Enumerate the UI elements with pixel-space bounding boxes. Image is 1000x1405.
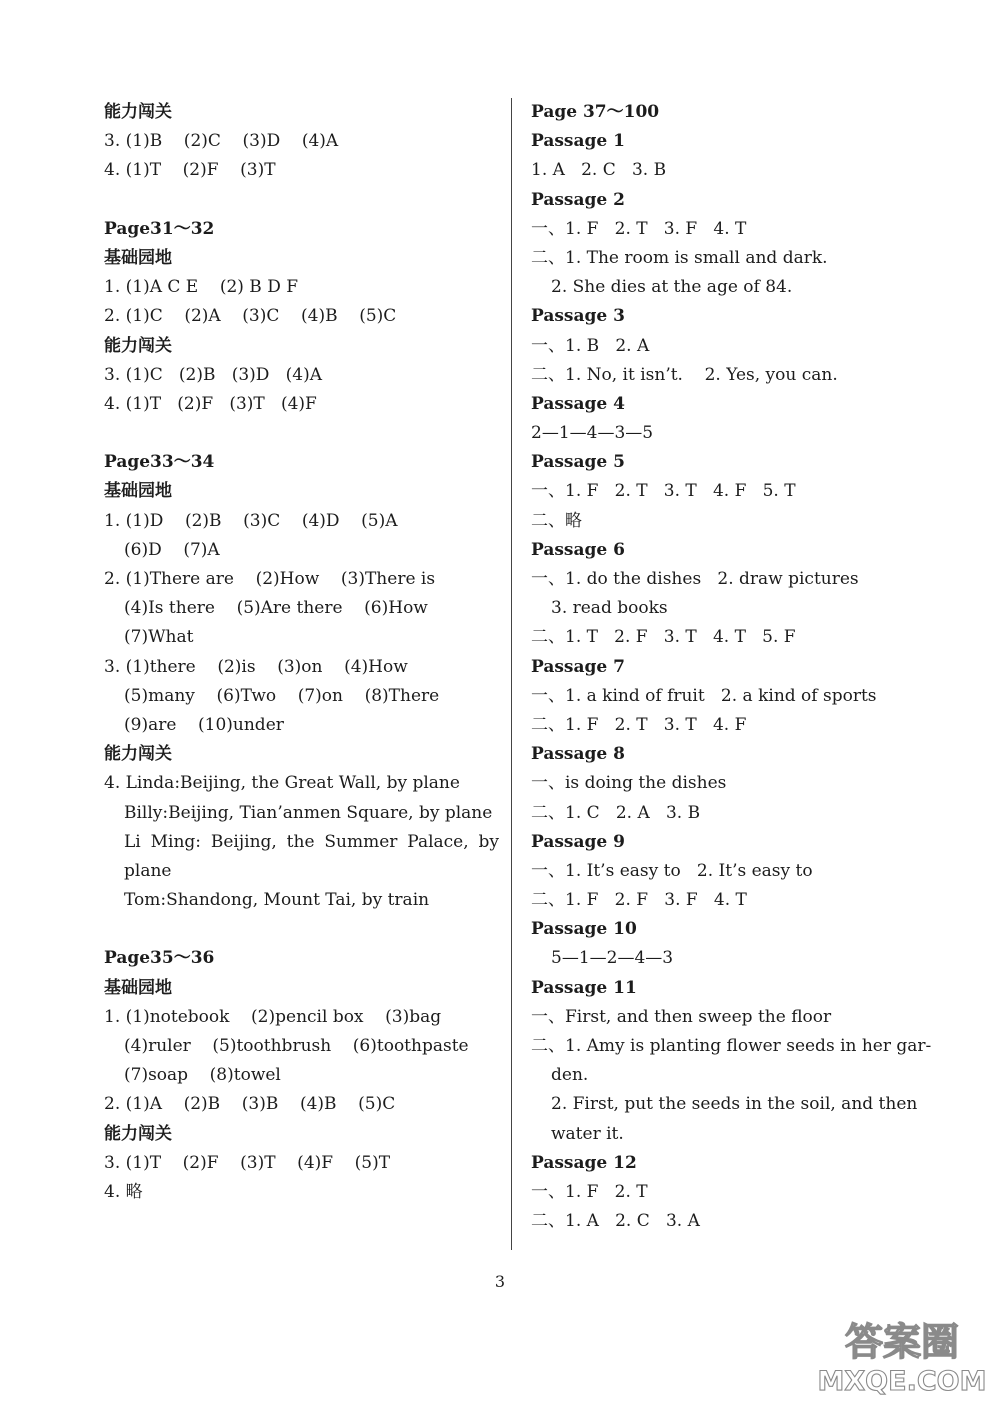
answer-line: 二、1. F 2. F 3. F 4. T	[531, 890, 747, 911]
answer-line: (5)many (6)Two (7)on (8)There	[124, 685, 440, 706]
answer-line: (7)soap (8)towel	[124, 1065, 281, 1086]
answer-line: den.	[551, 1065, 589, 1086]
answer-line: 4. Linda:Beijing, the Great Wall, by plane	[104, 773, 460, 794]
answer-line: (9)are (10)under	[124, 714, 284, 735]
spacer	[104, 915, 499, 944]
answer-line: 一、1. F 2. T 3. F 4. T	[531, 218, 747, 239]
answer-line: Tom:Shandong, Mount Tai, by train	[124, 890, 430, 911]
answer-line: 一、1. It’s easy to 2. It’s easy to	[531, 860, 813, 881]
answer-line: 二、1. A 2. C 3. A	[531, 1211, 700, 1232]
answer-line: water it.	[551, 1123, 624, 1144]
answer-line: 二、1. The room is small and dark.	[531, 247, 828, 268]
passage-heading: Passage 7	[531, 656, 625, 677]
page-range-heading: Page33～34	[104, 452, 215, 473]
passage-heading: Passage 11	[531, 977, 637, 998]
answer-line: 2. (1)C (2)A (3)C (4)B (5)C	[104, 306, 397, 327]
answer-line: 4. 略	[104, 1181, 143, 1202]
answer-line: 二、1. C 2. A 3. B	[531, 802, 701, 823]
answer-line: 5—1—2—4—3	[551, 948, 674, 969]
answer-line: 4. (1)T (2)F (3)T (4)F	[104, 393, 317, 414]
answer-line: (7)What	[124, 627, 194, 648]
answer-line: Billy:Beijing, Tian’anmen Square, by plane	[124, 802, 493, 823]
page-range-heading: Page 37～100	[531, 102, 660, 122]
answer-line: 2. First, put the seeds in the soil, and then	[551, 1094, 918, 1115]
section-heading: 能力闯关	[104, 1123, 172, 1144]
passage-heading: Passage 3	[531, 306, 625, 327]
watermark-logo	[812, 1310, 992, 1400]
page-number: 3	[494, 1272, 506, 1291]
answer-line: 二、1. T 2. F 3. T 4. T 5. F	[531, 627, 796, 648]
answer-line: 4. (1)T (2)F (3)T	[104, 160, 276, 181]
section-heading: 基础园地	[104, 247, 172, 268]
passage-heading: Passage 2	[531, 189, 625, 210]
answer-line: 一、1. B 2. A	[531, 335, 650, 356]
answer-line: (4)Is there (5)Are there (6)How	[124, 598, 428, 619]
column-divider	[511, 98, 512, 1250]
spacer	[104, 419, 499, 448]
answer-line: 二、1. Amy is planting flower seeds in her gar-	[531, 1036, 932, 1056]
watermark-text-bottom: MXQE.COM	[817, 1366, 987, 1397]
answer-line: 3. (1)T (2)F (3)T (4)F (5)T	[104, 1152, 391, 1173]
answer-line: 1. (1)notebook (2)pencil box (3)bag	[104, 1006, 442, 1027]
answer-line: 3. (1)C (2)B (3)D (4)A	[104, 364, 322, 385]
answer-line: 1. A 2. C 3. B	[531, 160, 667, 181]
watermark-text-top: 答案圈	[844, 1320, 960, 1364]
page-range-heading: Page35～36	[104, 948, 215, 969]
section-heading: 基础园地	[104, 481, 172, 502]
answer-line: 一、1. a kind of fruit 2. a kind of sports	[531, 685, 877, 706]
passage-heading: Passage 8	[531, 744, 625, 765]
passage-heading: Passage 4	[531, 393, 625, 414]
answer-line: 2. (1)A (2)B (3)B (4)B (5)C	[104, 1094, 396, 1115]
answer-line: 3. (1)B (2)C (3)D (4)A	[104, 131, 339, 152]
section-heading: 能力闯关	[104, 102, 172, 122]
section-heading: 能力闯关	[104, 335, 172, 356]
answer-line: 2—1—4—3—5	[531, 423, 654, 444]
answer-line: 二、1. F 2. T 3. T 4. F	[531, 714, 747, 735]
answer-line: (4)ruler (5)toothbrush (6)toothpaste	[124, 1036, 469, 1056]
answer-line: 2. (1)There are (2)How (3)There is	[104, 569, 436, 589]
answer-line: 一、1. F 2. T	[531, 1181, 648, 1202]
passage-heading: Passage 1	[531, 131, 625, 152]
answer-line: 二、略	[531, 510, 582, 531]
passage-heading: Passage 12	[531, 1152, 637, 1173]
right-column	[531, 98, 931, 1236]
answer-line: 3. read books	[551, 598, 668, 619]
spacer	[104, 186, 499, 215]
answer-line: 二、1. No, it isn’t. 2. Yes, you can.	[531, 364, 838, 385]
answer-line: (6)D (7)A	[124, 539, 220, 560]
section-heading: 能力闯关	[104, 744, 172, 765]
answer-line: Li Ming: Beijing, the Summer Palace, by	[124, 831, 499, 852]
page-range-heading: Page31～32	[104, 218, 215, 239]
answer-line: 一、First, and then sweep the floor	[531, 1006, 832, 1027]
answer-line: 3. (1)there (2)is (3)on (4)How	[104, 656, 408, 677]
passage-heading: Passage 10	[531, 919, 637, 940]
passage-heading: Passage 6	[531, 539, 625, 560]
answer-line: 2. She dies at the age of 84.	[551, 277, 793, 298]
passage-heading: Passage 5	[531, 452, 625, 473]
section-heading: 基础园地	[104, 977, 172, 998]
answer-line: 一、is doing the dishes	[531, 773, 727, 794]
answer-line: 1. (1)D (2)B (3)C (4)D (5)A	[104, 510, 398, 531]
answer-line: 1. (1)A C E (2) B D F	[104, 277, 299, 298]
left-column	[104, 98, 499, 1207]
passage-heading: Passage 9	[531, 831, 625, 852]
answer-line: plane	[124, 860, 172, 881]
answer-line: 一、1. F 2. T 3. T 4. F 5. T	[531, 481, 796, 502]
answer-line: 一、1. do the dishes 2. draw pictures	[531, 569, 859, 589]
